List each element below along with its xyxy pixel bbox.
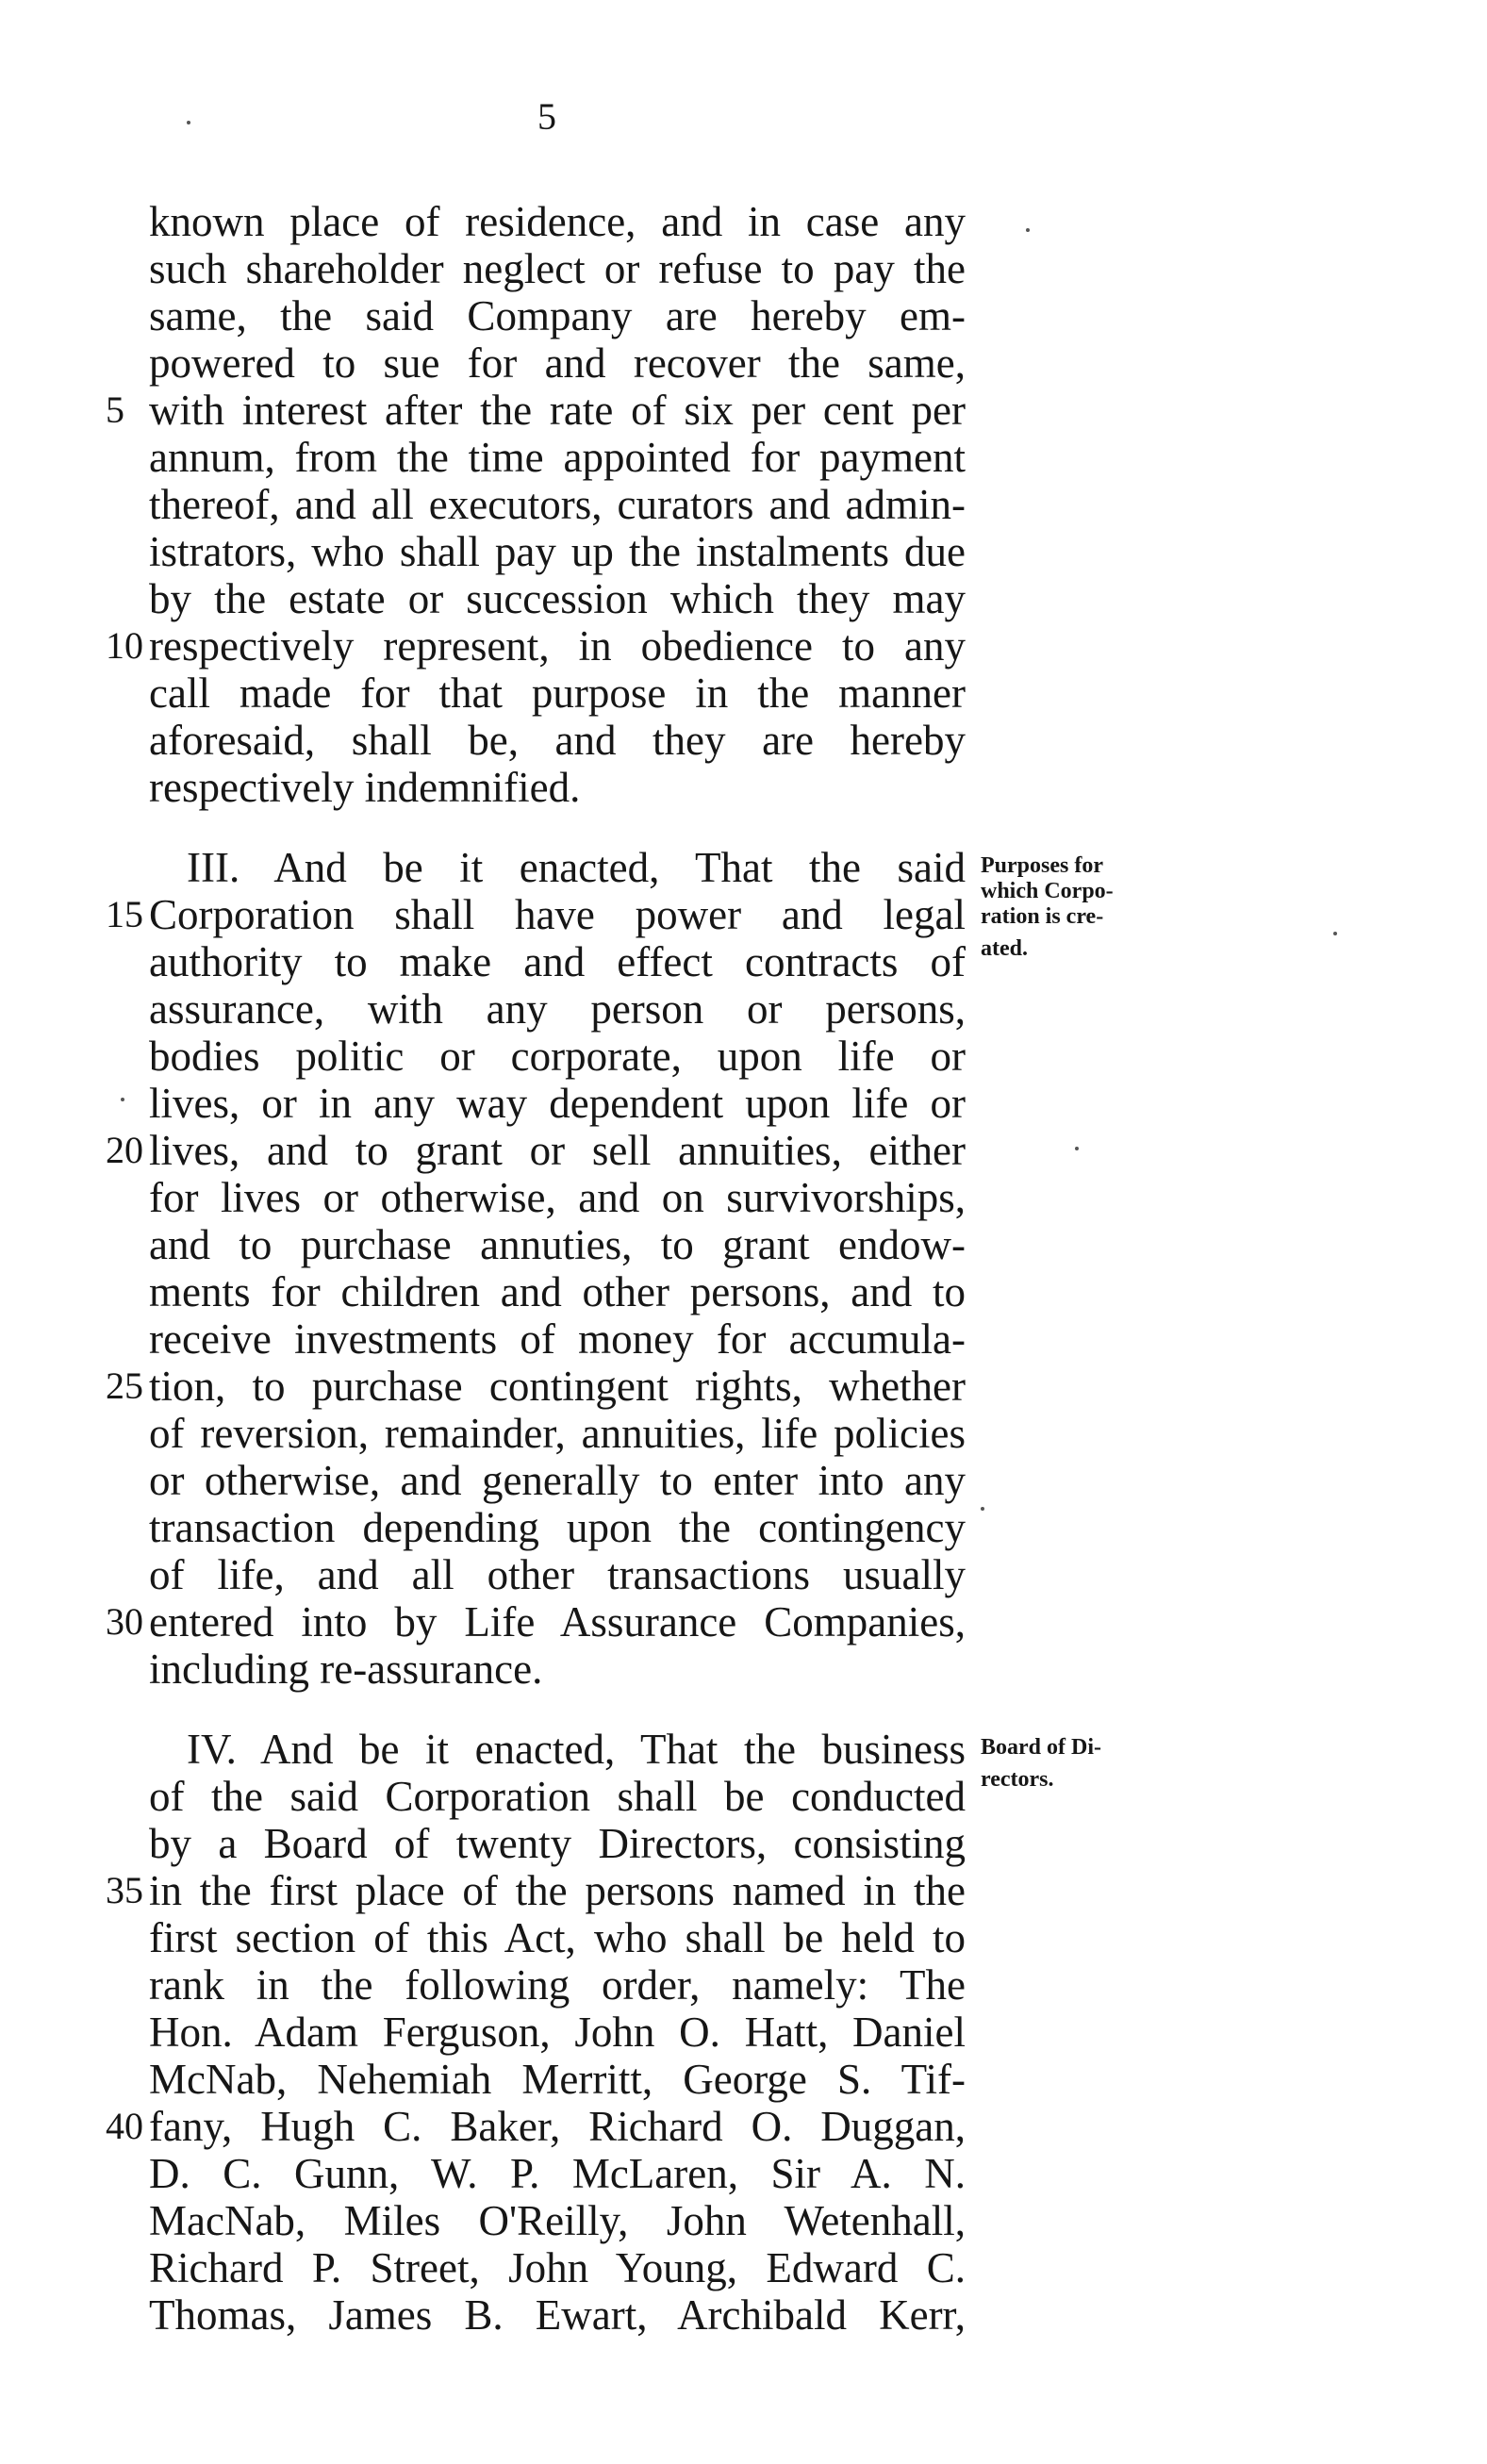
text-line: Richard P. Street, John Young, Edward C. <box>149 2244 966 2291</box>
text-line: call made for that purpose in the manner <box>149 670 966 717</box>
text-line: entered into by Life Assurance Companies, <box>149 1598 966 1645</box>
line-number: 40 <box>106 2105 143 2147</box>
text-line: thereof, and all executors, curators and admin- <box>149 481 966 528</box>
text-line: including re-assurance. <box>149 1645 543 1693</box>
text-line: of the said Corporation shall be conducted <box>149 1773 966 1820</box>
text-line: lives, and to grant or sell annuities, either <box>149 1127 966 1174</box>
text-line: receive investments of money for accumula- <box>149 1315 966 1363</box>
text-line: annum, from the time appointed for payment <box>149 434 966 481</box>
text-line: or otherwise, and generally to enter into any <box>149 1457 966 1504</box>
text-line: tion, to purchase contingent rights, whether <box>149 1363 966 1410</box>
margin-note-line: rectors. <box>981 1767 1054 1792</box>
section-iii-heading-line: III. And be it enacted, That the said <box>187 844 966 891</box>
text-line: assurance, with any person or persons, <box>149 985 966 1033</box>
text-line: MacNab, Miles O'Reilly, John Wetenhall, <box>149 2197 966 2244</box>
text-line: rank in the following order, namely: The <box>149 1961 966 2009</box>
text-line: of life, and all other transactions usually <box>149 1551 966 1598</box>
text-line: such shareholder neglect or refuse to pay the <box>149 245 966 292</box>
text-line: lives, or in any way dependent upon life or <box>149 1080 966 1127</box>
scan-speck <box>187 121 190 124</box>
text-line: Thomas, James B. Ewart, Archibald Kerr, <box>149 2291 966 2339</box>
text-line: D. C. Gunn, W. P. McLaren, Sir A. N. <box>149 2150 966 2197</box>
text-line: bodies politic or corporate, upon life or <box>149 1033 966 1080</box>
line-number: 25 <box>106 1364 143 1407</box>
scan-speck <box>981 1507 984 1511</box>
text-line: Corporation shall have power and legal <box>149 891 966 938</box>
text-line: transaction depending upon the contingency <box>149 1504 966 1551</box>
text-line: powered to sue for and recover the same, <box>149 339 966 387</box>
text-line: and to purchase annuties, to grant endow- <box>149 1221 966 1268</box>
line-number: 30 <box>106 1600 143 1643</box>
margin-note-line: which Corpo- <box>981 879 1114 903</box>
section-iv-heading-line: IV. And be it enacted, That the business <box>187 1726 966 1773</box>
scan-speck <box>1075 1147 1079 1150</box>
margin-note-line: Purposes for <box>981 853 1103 878</box>
line-number: 15 <box>106 893 143 935</box>
text-line: respectively represent, in obedience to any <box>149 622 966 670</box>
text-line: by a Board of twenty Directors, consisting <box>149 1820 966 1867</box>
line-number: 20 <box>106 1129 143 1171</box>
scan-speck <box>121 1098 124 1101</box>
text-line: McNab, Nehemiah Merritt, George S. Tif- <box>149 2056 966 2103</box>
text-line: authority to make and effect contracts of <box>149 938 966 985</box>
margin-note-line: Board of Di- <box>981 1735 1101 1760</box>
margin-note-line: ated. <box>981 936 1028 961</box>
text-line: by the estate or succession which they may <box>149 575 966 622</box>
text-line: first section of this Act, who shall be held to <box>149 1914 966 1961</box>
text-line: aforesaid, shall be, and they are hereby <box>149 717 966 764</box>
line-number: 35 <box>106 1869 143 1911</box>
page-number: 5 <box>537 95 556 138</box>
text-line: known place of residence, and in case any <box>149 198 966 245</box>
text-line: respectively indemnified. <box>149 764 581 811</box>
text-line: in the first place of the persons named in the <box>149 1867 966 1914</box>
text-line: with interest after the rate of six per cent per <box>149 387 966 434</box>
text-line: for lives or otherwise, and on survivorships, <box>149 1174 966 1221</box>
margin-note-line: ration is cre- <box>981 904 1104 929</box>
text-line: istrators, who shall pay up the instalments due <box>149 528 966 575</box>
text-line: Hon. Adam Ferguson, John O. Hatt, Daniel <box>149 2009 966 2056</box>
text-line: fany, Hugh C. Baker, Richard O. Duggan, <box>149 2103 966 2150</box>
text-line: ments for children and other persons, and to <box>149 1268 966 1315</box>
scan-speck <box>1026 228 1030 232</box>
text-line: same, the said Company are hereby em- <box>149 292 966 339</box>
text-line: of reversion, remainder, annuities, life policies <box>149 1410 966 1457</box>
scan-speck <box>1333 932 1337 935</box>
line-number: 5 <box>106 389 124 431</box>
line-number: 10 <box>106 624 143 667</box>
